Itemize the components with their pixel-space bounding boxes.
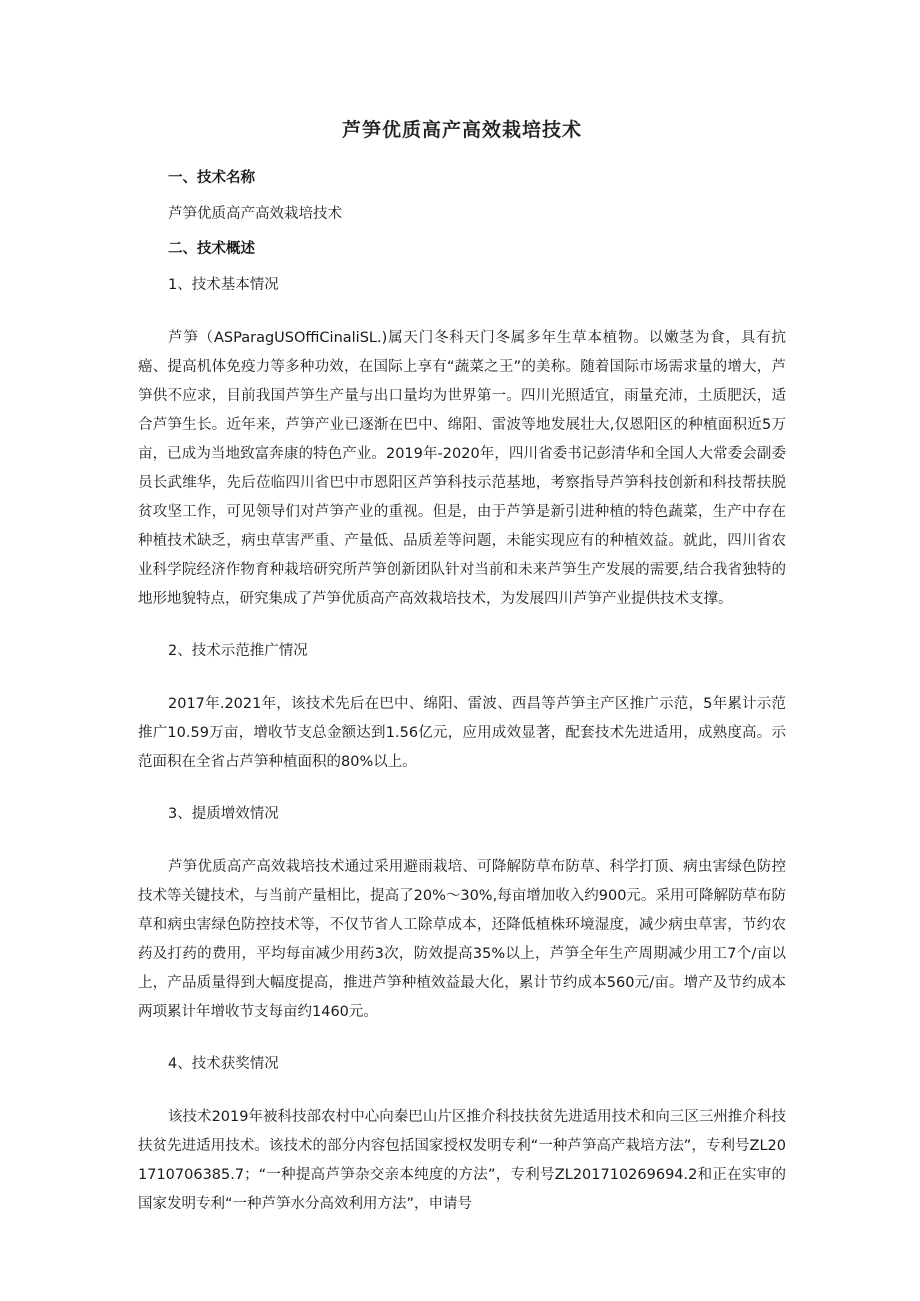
tech-name-value: 芦笋优质高产高效栽培技术 [168, 206, 342, 222]
document-body [138, 115, 786, 1243]
subheading-demo-promotion: 2、技术示范推广情况 [168, 643, 308, 659]
document-title: 芦笋优质高产高效栽培技术 [341, 119, 582, 141]
subheading-basic-info: 1、技术基本情况 [168, 277, 279, 293]
paragraph-demo-promotion: 2017年.2021年，该技术先后在巴中、绵阳、雷波、西昌等芦笋主产区推广示范，5年累计示范推广10.59万亩，增收节支总金额达到1.56亿元，应用成效显著，配套技术先进适用，成熟度高。示范面积在全省占芦笋种植面积的80%以上。 [138, 696, 786, 770]
paragraph-quality-efficiency: 芦笋优质高产高效栽培技术通过采用避雨栽培、可降解防草布防草、科学打顶、病虫害绿色防控技术等关键技术，与当前产量相比，提高了20%～30%,每亩增加收入约900元。采用可降解防草布防草和病虫害绿色防控技术等，不仅节省人工除草成本，还降低植株环境湿度，减少病虫草害，节约农药及打药的费用，平均每亩减少用药3次，防效提高35%以上，芦笋全年生产周期减少用工7个/亩以上，产品质量得到大幅度提高，推进芦笋种植效益最大化，累计节约成本560元/亩。增产及节约成本两项累计年增收节支每亩约1460元。 [138, 859, 786, 1020]
paragraph-awards: 该技术2019年被科技部农村中心向秦巴山片区推介科技扶贫先进适用技术和向三区三州推介科技扶贫先进适用技术。该技术的部分内容包括国家授权发明专利“一种芦笋高产栽培方法”，专利号ZL201710706385.7；“一种提高芦笋杂交亲本纯度的方法”，专利号ZL201710269694.2和正在实审的国家发明专利“一种芦笋水分高效利用方法”，申请号 [138, 1109, 786, 1212]
paragraph-basic-info: 芦笋（ASParagUSOffiCinaliSL.)属天门冬科天门冬属多年生草本植物。以嫩茎为食，具有抗癌、提高机体免疫力等多种功效，在国际上享有“蔬菜之王”的美称。随着国际市场需求量的增大，芦笋供不应求，目前我国芦笋生产量与出口量均为世界第一。四川光照适宜，雨量充沛，土质肥沃，适合芦笋生长。近年来，芦笋产业已逐渐在巴中、绵阳、雷波等地发展壮大,仅恩阳区的种植面积近5万亩，已成为当地致富奔康的特色产业。2019年-2020年，四川省委书记彭清华和全国人大常委会副委员长武维华，先后莅临四川省巴中市恩阳区芦笋科技示范基地，考察指导芦笋科技创新和科技帮扶脱贫攻坚工作，可见领导们对芦笋产业的重视。但是，由于芦笋是新引进种植的特色蔬菜，生产中存在种植技术缺乏，病虫草害严重、产量低、品质差等问题，未能实现应有的种植效益。就此，四川省农业科学院经济作物育种栽培研究所芦笋创新团队针对当前和未来芦笋生产发展的需要,结合我省独特的地形地貌特点，研究集成了芦笋优质高产高效栽培技术，为发展四川芦笋产业提供技术支撑。 [138, 330, 786, 607]
section-heading-overview: 二、技术概述 [168, 241, 255, 257]
section-heading-tech-name: 一、技术名称 [168, 170, 255, 186]
subheading-quality-efficiency: 3、提质增效情况 [168, 806, 279, 822]
subheading-awards: 4、技术获奖情况 [168, 1056, 279, 1072]
